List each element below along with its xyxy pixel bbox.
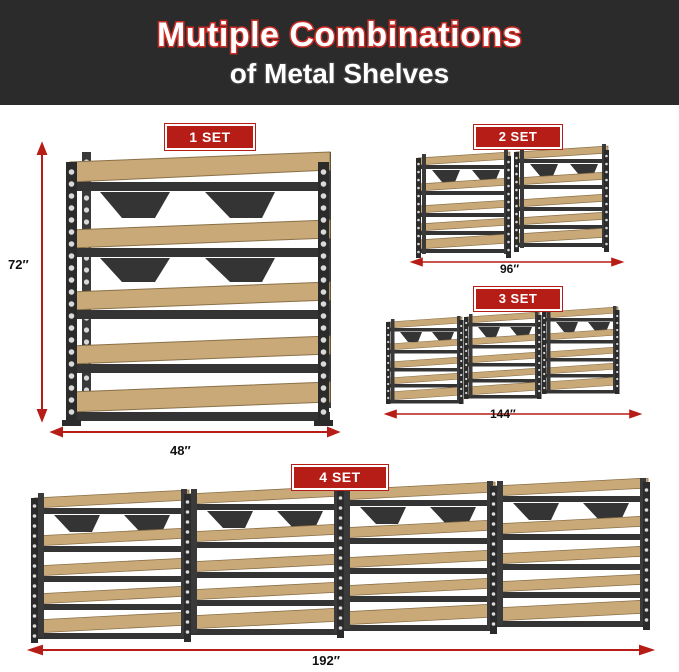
dimension-set-4-width: 192″ [312, 653, 340, 668]
set-4-drawing [14, 478, 669, 666]
set-1-drawing [30, 140, 360, 450]
set-2-drawing [400, 140, 640, 275]
label-set-4: 4 SET [292, 465, 388, 490]
banner-title-line-1: Mutiple Combinations [156, 15, 523, 54]
dimension-set-3-width: 144″ [490, 407, 516, 421]
label-set-2: 2 SET [474, 125, 562, 149]
banner-title-line-2: of Metal Shelves [229, 57, 450, 89]
dimension-set-2-width: 96″ [500, 262, 520, 276]
diagram-set-1 [30, 140, 360, 450]
label-set-3: 3 SET [474, 287, 562, 311]
dimension-set-1-height: 72″ [8, 257, 29, 272]
label-set-1: 1 SET [165, 124, 255, 150]
diagram-set-2 [400, 140, 640, 275]
dimension-set-1-width: 48″ [170, 443, 191, 458]
header-banner [0, 0, 679, 105]
diagram-set-4 [14, 478, 669, 666]
